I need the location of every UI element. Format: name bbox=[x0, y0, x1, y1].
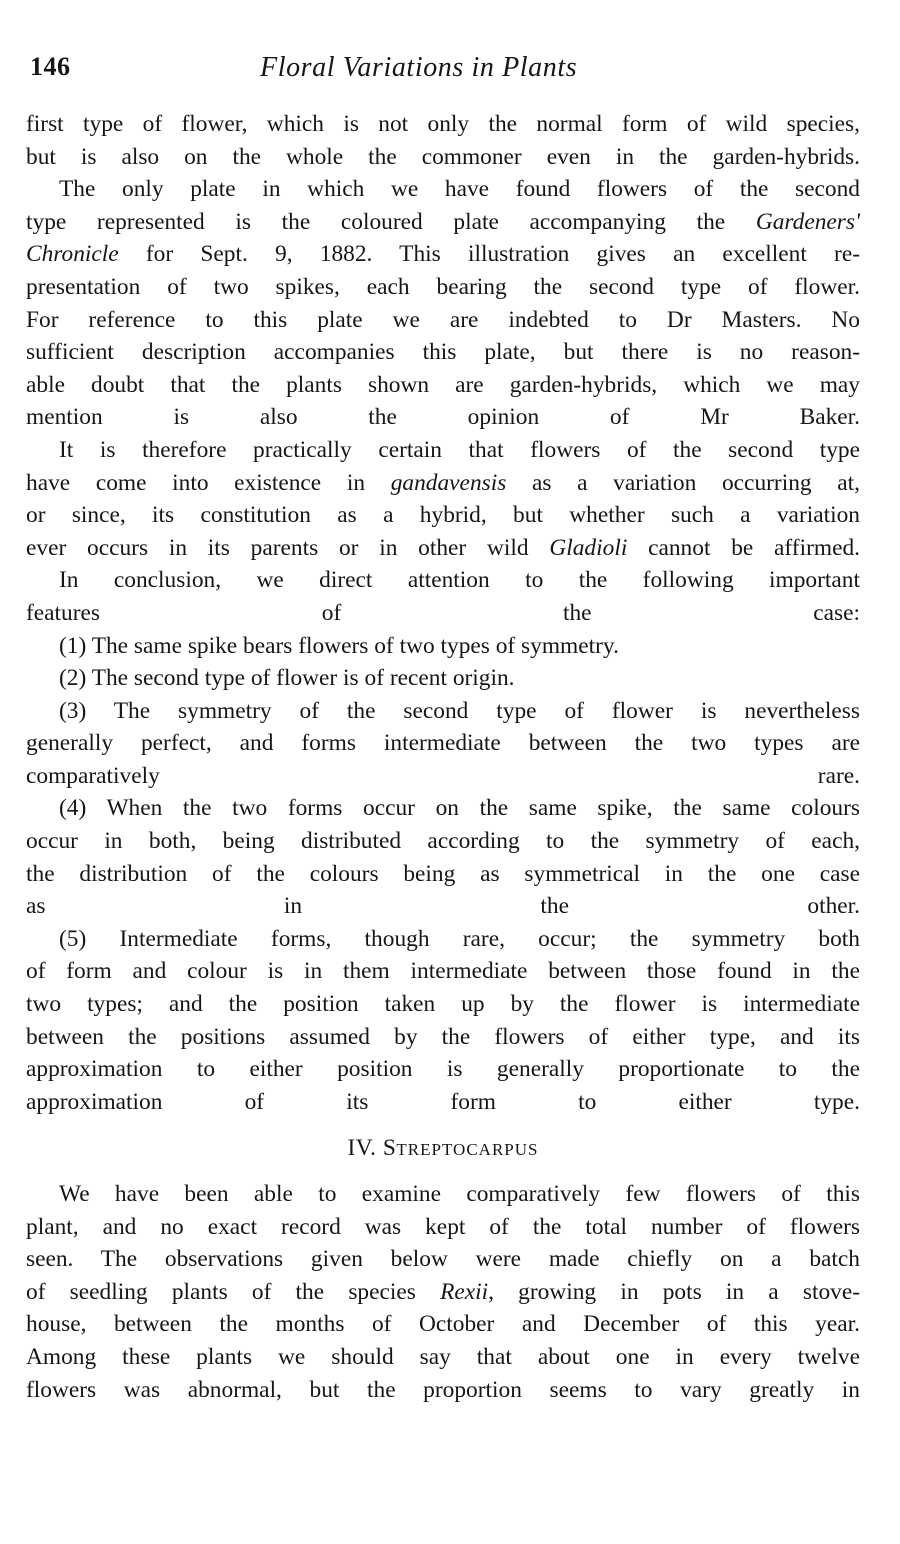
text-line: approximation to either position is generally proportionate to the bbox=[26, 1056, 860, 1083]
italic-term: Chronicle bbox=[26, 241, 119, 268]
text-line: (5) Intermediate forms, though rare, occur; the symmetry both bbox=[59, 925, 860, 952]
italic-term: gandavensis bbox=[390, 469, 507, 496]
text-line: able doubt that the plants shown are garden-hybrids, which we may bbox=[26, 371, 860, 398]
text-line: house, between the months of October and December of this year. bbox=[26, 1311, 860, 1338]
feature-item-2 bbox=[26, 662, 860, 695]
italic-term: Rexii bbox=[440, 1278, 489, 1305]
text-line: between the positions assumed by the flowers of either type, and its bbox=[26, 1023, 860, 1050]
body-text bbox=[26, 108, 860, 1406]
feature-item-1 bbox=[26, 630, 860, 663]
text-line: the distribution of the colours being as symmetrical in the one case bbox=[26, 860, 860, 887]
feature-item-3 bbox=[26, 695, 860, 793]
text-line: plant, and no exact record was kept of the total number of flowers bbox=[26, 1213, 860, 1240]
text-line: mention is also the opinion of Mr Baker. bbox=[26, 404, 860, 431]
text-line: have come into existence in bbox=[26, 469, 391, 496]
text-line: (1) The same spike bears flowers of two types of symmetry. bbox=[59, 632, 619, 659]
text-line: In conclusion, we direct attention to the following important bbox=[59, 567, 860, 594]
running-title: Floral Variations in Plants bbox=[260, 52, 578, 83]
paragraph-origin bbox=[26, 434, 860, 564]
text-line: two types; and the position taken up by the flower is intermediate bbox=[26, 991, 860, 1018]
italic-term: Gardeners' bbox=[755, 208, 860, 235]
text-line: Among these plants we should say that about one in every twelve bbox=[26, 1343, 860, 1370]
text-line: cannot be affirmed. bbox=[627, 534, 860, 561]
text-line: (3) The symmetry of the second type of flower is nevertheless bbox=[59, 697, 860, 724]
text-line: type represented is the coloured plate accompanying the bbox=[26, 208, 756, 235]
text-line: but is also on the whole the commoner even in the garden-hybrids. bbox=[26, 143, 860, 170]
page-number: 146 bbox=[30, 52, 71, 81]
feature-item-5 bbox=[26, 923, 860, 1119]
paragraph-streptocarpus bbox=[26, 1178, 860, 1406]
text-line: , growing in pots in a stove- bbox=[488, 1278, 860, 1305]
text-line: occur in both, being distributed according to the symmetry of each, bbox=[26, 828, 860, 855]
text-line: or since, its constitution as a hybrid, but whether such a variation bbox=[26, 502, 860, 529]
text-line: first type of flower, which is not only the normal form of wild species, bbox=[26, 111, 860, 137]
text-line: ever occurs in its parents or in other wild bbox=[26, 534, 550, 561]
page-header bbox=[30, 52, 860, 88]
text-line: approximation of its form to either type. bbox=[26, 1088, 860, 1115]
paragraph-conclusion bbox=[26, 564, 860, 629]
text-line: We have been able to examine comparatively few flowers of this bbox=[59, 1181, 860, 1207]
section-heading bbox=[26, 1132, 860, 1167]
section-title-rest: TREPTOCARPUS bbox=[396, 1140, 539, 1160]
text-line: comparatively rare. bbox=[26, 762, 860, 789]
text-line: (4) When the two forms occur on the same spike, the same colours bbox=[59, 795, 860, 822]
text-line: flowers was abnormal, but the proportion seems to vary greatly in bbox=[26, 1376, 860, 1403]
text-line: (2) The second type of flower is of recent origin. bbox=[59, 665, 515, 692]
text-line: sufficient description accompanies this plate, but there is no reason- bbox=[26, 339, 860, 366]
text-line: The only plate in which we have found flowers of the second bbox=[59, 176, 860, 203]
text-line: for Sept. 9, 1882. This illustration gives an excellent re- bbox=[118, 241, 860, 268]
text-line: presentation of two spikes, each bearing the second type of flower. bbox=[26, 273, 860, 300]
text-line: as a variation occurring at, bbox=[506, 469, 860, 496]
text-line: as in the other. bbox=[26, 893, 860, 920]
text-line: For reference to this plate we are indebted to Dr Masters. No bbox=[26, 306, 860, 333]
text-line: It is therefore practically certain that flowers of the second type bbox=[59, 436, 860, 463]
italic-term: Gladioli bbox=[549, 534, 628, 561]
paragraph-plate bbox=[26, 173, 860, 434]
text-line: of seedling plants of the species bbox=[26, 1278, 441, 1305]
text-line: generally perfect, and forms intermediate between the two types are bbox=[26, 730, 860, 757]
text-line: of form and colour is in them intermediate between those found in the bbox=[26, 958, 860, 985]
text-line: seen. The observations given below were made chiefly on a batch bbox=[26, 1246, 860, 1273]
text-line: features of the case: bbox=[26, 599, 860, 626]
section-numeral: IV. bbox=[347, 1135, 377, 1162]
paragraph-continued bbox=[26, 108, 860, 173]
section-title-initial: S bbox=[382, 1135, 397, 1162]
feature-item-4 bbox=[26, 792, 860, 922]
